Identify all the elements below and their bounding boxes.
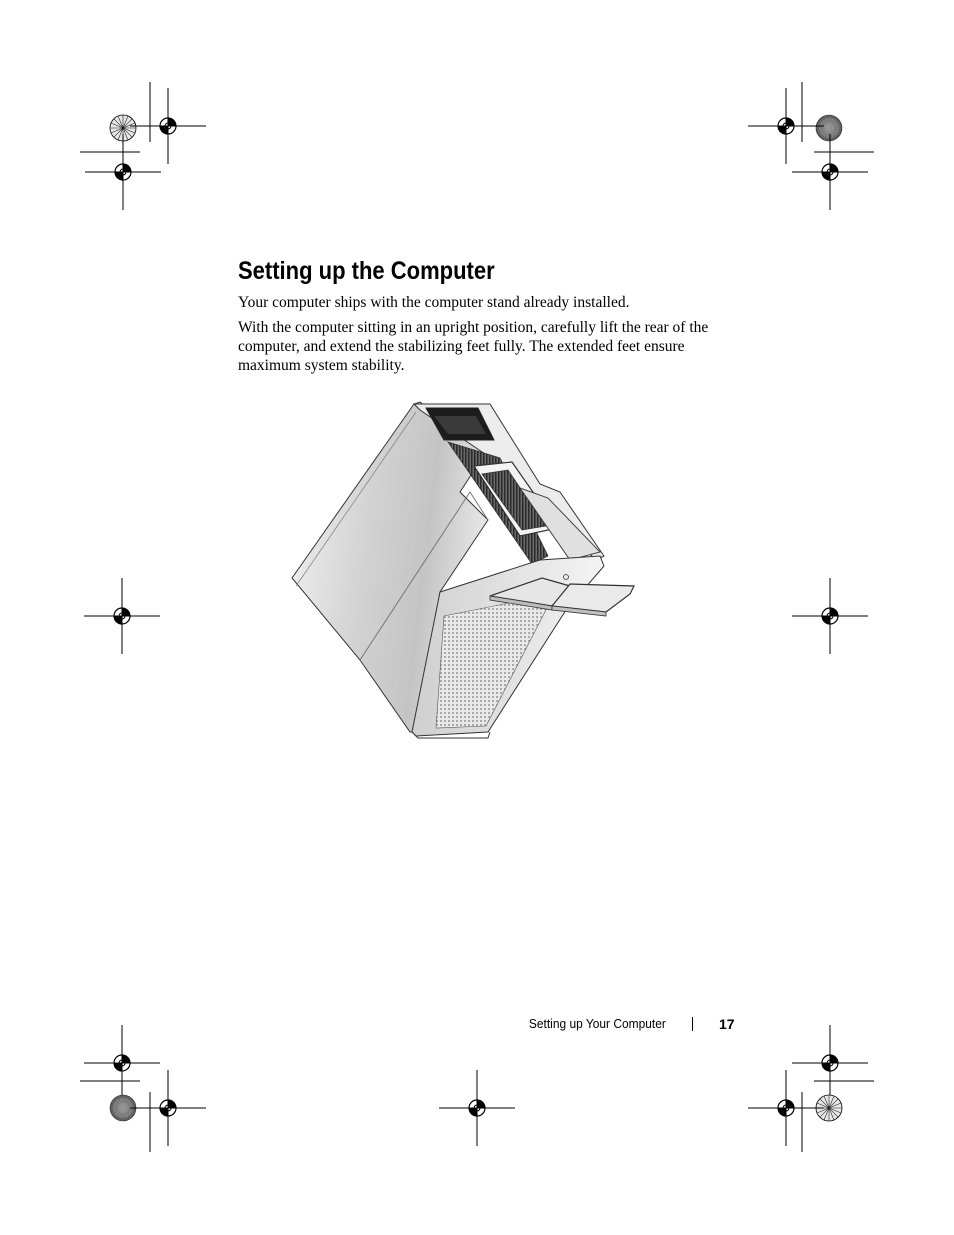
page-number: 17 bbox=[719, 1016, 735, 1032]
page-heading: Setting up the Computer bbox=[238, 257, 495, 285]
intro-paragraph: Your computer ships with the computer stand already installed. bbox=[238, 294, 630, 311]
footer-separator bbox=[692, 1017, 693, 1031]
footer-section-title: Setting up Your Computer bbox=[529, 1016, 666, 1031]
instructions-paragraph: With the computer sitting in an upright position, carefully lift the rear of the computer, and extend the stabilizing feet fully. The extended feet ensure maximum system stability. bbox=[238, 319, 709, 374]
computer-tower-illustration bbox=[288, 400, 638, 740]
